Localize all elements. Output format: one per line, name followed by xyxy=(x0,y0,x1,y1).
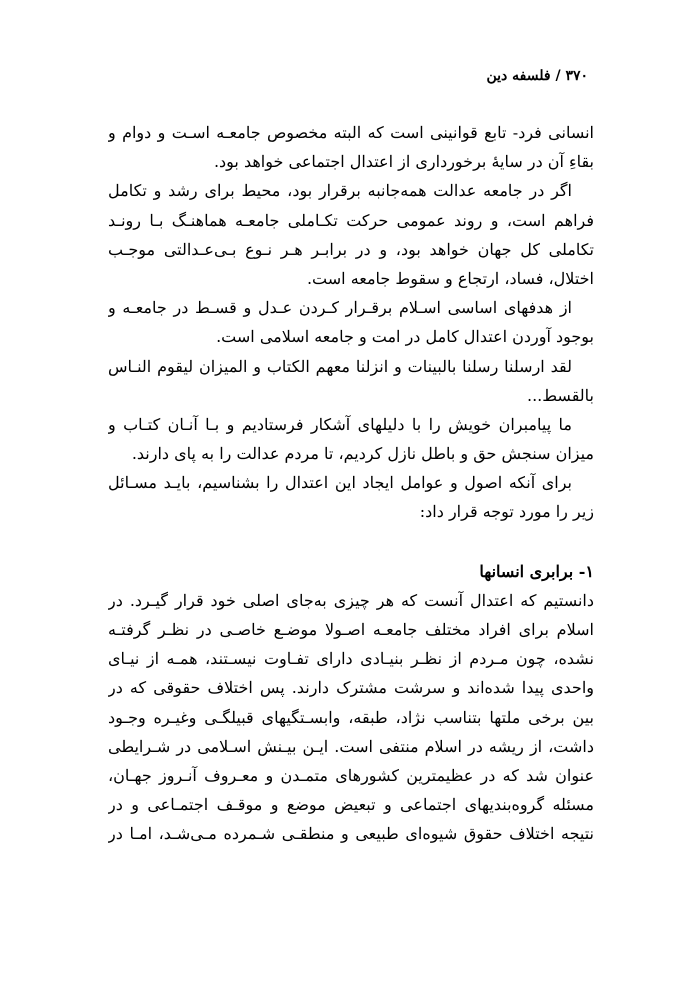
paragraph-block-1 xyxy=(108,118,594,527)
body-text xyxy=(108,118,594,849)
text-line: اگر در جامعه عدالت همه‌جانبه برقرار بود، محیط برای رشد و تکامل xyxy=(108,181,572,201)
text-line: مسئله گروه‌بندیهای اجتماعی و تبعیض موضع و موقـف اجتمـاعی و در xyxy=(108,795,594,815)
text-line: داشت، از ریشه در اسلام منتفی است. ایـن بیـنش اسـلامی در شـرایطی xyxy=(108,736,594,756)
text-line: لقد ارسلنا رسلنا بالبینات و انزلنا معهم الکتاب و المیزان لیقوم النـاس xyxy=(108,356,572,376)
text-line: بالقسط... xyxy=(526,385,594,405)
text-line: فراهم است، و روند عمومی حرکت تکـاملی جامعـه هماهنـگ بـا رونـد xyxy=(108,210,594,230)
text-line: برای آنکه اصول و عوامل ایجاد این اعتدال را بشناسیم، بایـد مسـائل xyxy=(108,473,572,493)
text-line: از هدفهای اساسی اسـلام برقـرار کـردن عـدل و قسـط در جامعـه و xyxy=(108,298,572,318)
section-gap xyxy=(108,527,594,557)
text-line: میزان سنجش حق و باطل نازل کردیم، تا مردم عدالت را به پای دارند. xyxy=(131,444,594,464)
text-line: اسلام برای افراد مختلف جامعـه اصـولا موضـع خاصـی در نظـر گرفتـه xyxy=(108,620,594,639)
text-line: دانستیم که اعتدال آنست که هر چیزی به‌جای اصلی خود قرار گیـرد. در xyxy=(108,590,594,610)
text-line: تکاملی کل جهان خواهد بود، و در برابـر هـر نـوع بـی‌عـدالتی موجـب xyxy=(108,239,594,259)
text-line: بقاءِ آن در سایهٔ برخورداری از اعتدال اجتماعی خواهد بود. xyxy=(213,152,594,172)
text-line: عنوان شد که در عظیمترین کشورهای متمـدن و معـروف آنـروز جهـان، xyxy=(108,765,594,785)
text-line: نشده، چون مـردم از نظـر بنیـادی دارای تفـاوت نیسـتند، همـه از نیـای xyxy=(108,649,594,669)
text-line: زیر را مورد توجه قرار داد: xyxy=(419,502,594,522)
section-heading: ۱- برابری انسانها xyxy=(479,561,594,581)
paragraph-block-2 xyxy=(108,586,594,849)
text-line: بوجود آوردن اعتدال کامل در امت و جامعه اسلامی است. xyxy=(216,327,594,347)
text-line: ما پیامبران خویش را با دلیلهای آشکار فرستادیم و بـا آنـان کتـاب و xyxy=(108,414,572,434)
running-header: ۳۷۰ / فلسفه دین xyxy=(486,68,588,84)
text-line: انسانی فرد- تابع قوانینی است که البته مخصوص جامعـه اسـت و دوام و xyxy=(108,123,594,142)
text-line: نتیجه اختلاف حقوق شیوه‌ای طبیعی و منطقـی شـمرده مـی‌شـد، امـا در xyxy=(108,824,594,844)
text-line: واحدی پیدا شده‌اند و سرشت مشترک دارند. پس اختلاف حقوقی که در xyxy=(108,678,594,698)
text-line: اختلال، فساد، ارتجاع و سقوط جامعه است. xyxy=(306,268,594,288)
text-line: بین برخی ملتها بتناسب نژاد، طبقه، وابسـتگیهای قبیلگـی وغیـره وجـود xyxy=(108,707,594,727)
